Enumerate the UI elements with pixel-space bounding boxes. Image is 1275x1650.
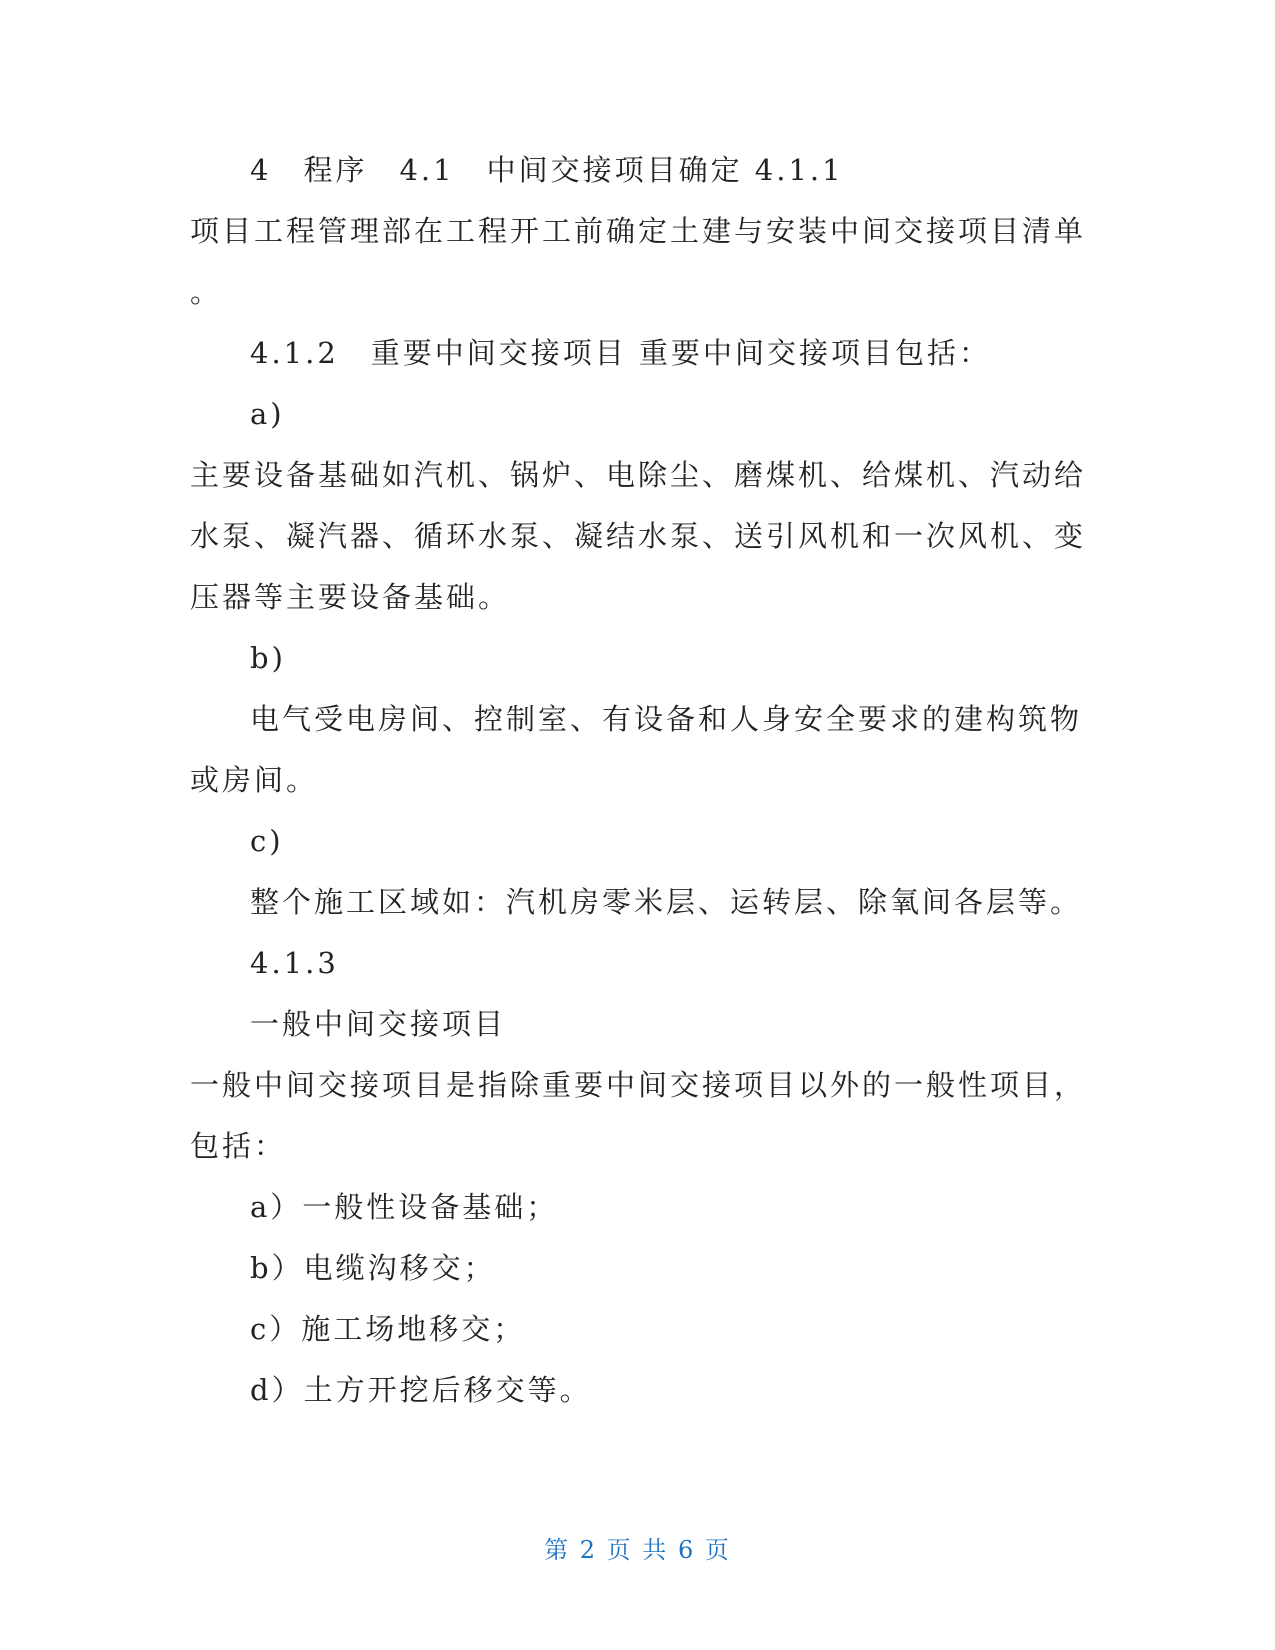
paragraph-line: 一般中间交接项目是指除重要中间交接项目以外的一般性项目，	[190, 1068, 1087, 1102]
paragraph-line: 。	[190, 275, 223, 309]
page-number-footer: 第 2 页 共 6 页	[544, 1536, 731, 1564]
section-number: 4.1.3	[250, 946, 339, 980]
paragraph-line: 4 程序 4.1 中间交接项目确定 4.1.1	[250, 153, 844, 187]
list-marker: b)	[250, 641, 286, 675]
paragraph-line: 4.1.2 重要中间交接项目 重要中间交接项目包括：	[250, 336, 992, 370]
paragraph-line: 主要设备基础如汽机、锅炉、电除尘、磨煤机、给煤机、汽动给	[190, 458, 1087, 492]
paragraph-line: 包括：	[190, 1129, 287, 1163]
document-body	[190, 140, 1087, 1421]
list-marker: c)	[250, 824, 284, 858]
paragraph-line: 或房间。	[190, 763, 319, 797]
list-item: c）施工场地移交；	[250, 1312, 526, 1346]
list-item: d）土方开挖后移交等。	[250, 1373, 592, 1407]
list-item: b）电缆沟移交；	[250, 1251, 496, 1285]
paragraph-line: 整个施工区域如：汽机房零米层、运转层、除氧间各层等。	[250, 885, 1083, 919]
list-item: a）一般性设备基础；	[250, 1190, 559, 1224]
list-marker: a)	[250, 397, 285, 431]
paragraph-line: 水泵、凝汽器、循环水泵、凝结水泵、送引风机和一次风机、变	[190, 519, 1087, 553]
paragraph-line: 项目工程管理部在工程开工前确定土建与安装中间交接项目清单	[190, 214, 1087, 248]
paragraph-line: 电气受电房间、控制室、有设备和人身安全要求的建构筑物	[250, 702, 1083, 736]
section-heading: 一般中间交接项目	[250, 1007, 507, 1041]
paragraph-line: 压器等主要设备基础。	[190, 580, 511, 614]
